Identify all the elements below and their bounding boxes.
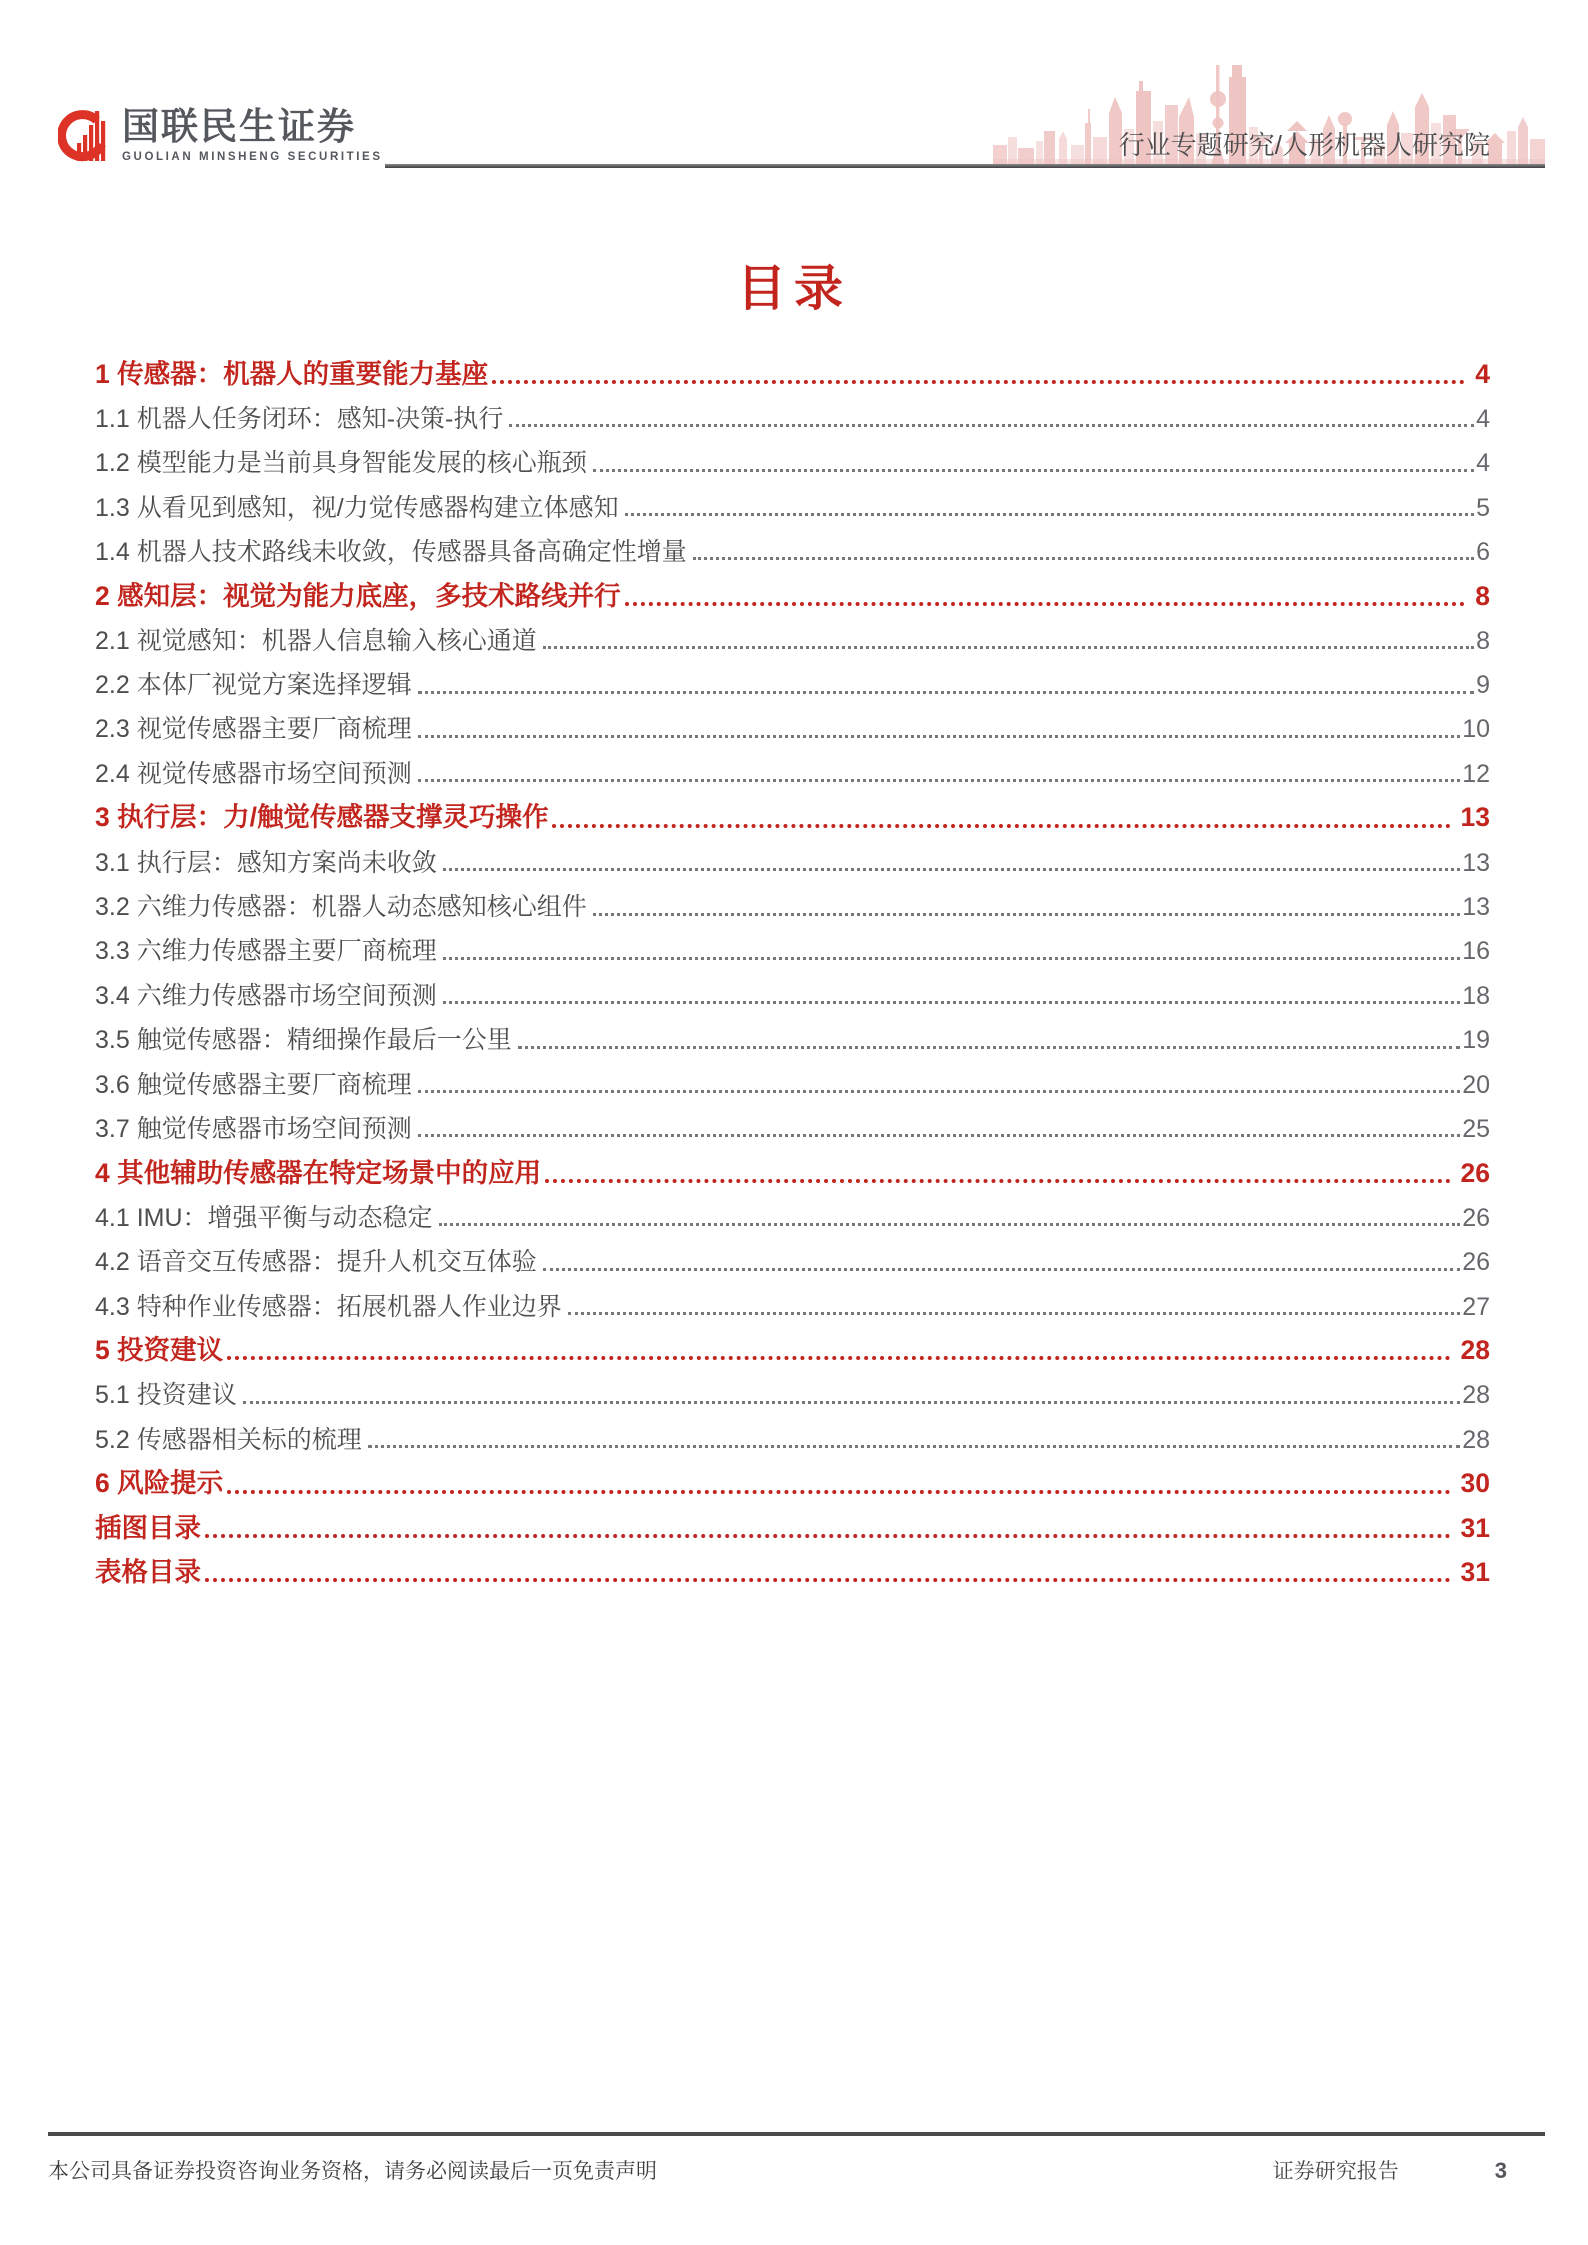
toc-entry-page: 4	[1475, 358, 1490, 389]
toc-entry-page: 26	[1460, 1157, 1490, 1188]
toc-entry-label: 5 投资建议	[95, 1335, 224, 1366]
toc-dot-leader	[443, 957, 1460, 960]
brand-logo	[58, 103, 383, 165]
toc-entry[interactable]	[95, 523, 1490, 567]
toc-entry-page: 19	[1462, 1026, 1490, 1055]
toc-dot-leader	[443, 868, 1460, 871]
footer-page-number: 3	[1494, 2158, 1507, 2183]
toc-dot-leader	[552, 824, 1450, 828]
toc-dot-leader	[492, 380, 1465, 384]
toc-entry[interactable]	[95, 1322, 1490, 1366]
page-header	[0, 0, 1588, 170]
toc-dot-leader	[625, 602, 1466, 606]
toc-entry-label: 6 风险提示	[95, 1468, 224, 1499]
toc-entry-page: 10	[1462, 715, 1490, 744]
toc-entry-label: 2.1 视觉感知：机器人信息输入核心通道	[95, 626, 537, 655]
toc-entry-label: 1 传感器：机器人的重要能力基座	[95, 358, 489, 389]
toc-entry-label: 5.2 传感器相关标的梳理	[95, 1425, 362, 1454]
toc-entry-label: 4.2 语音交互传感器：提升人机交互体验	[95, 1248, 537, 1277]
toc-entry-page: 12	[1462, 759, 1490, 788]
toc-entry[interactable]	[95, 1144, 1490, 1188]
report-category-label: 行业专题研究/人形机器人研究院	[1118, 130, 1490, 160]
toc-entry-page: 9	[1476, 671, 1490, 700]
toc-entry[interactable]	[95, 567, 1490, 611]
toc-dot-leader	[625, 513, 1474, 516]
page-footer	[48, 2132, 1545, 2245]
toc-dot-leader	[227, 1356, 1450, 1360]
toc-dot-leader	[418, 1134, 1460, 1137]
toc-entry[interactable]	[95, 1100, 1490, 1144]
toc-entry-page: 18	[1462, 981, 1490, 1010]
toc-entry-page: 31	[1460, 1512, 1490, 1543]
toc-entry-label: 3.2 六维力传感器：机器人动态感知核心组件	[95, 893, 587, 922]
toc-entry-label: 4.3 特种作业传感器：拓展机器人作业边界	[95, 1292, 562, 1321]
toc-entry[interactable]	[95, 745, 1490, 789]
toc-entry[interactable]	[95, 1455, 1490, 1499]
skyline-image	[993, 53, 1545, 166]
toc-entry[interactable]	[95, 656, 1490, 700]
toc-dot-leader	[543, 646, 1474, 649]
toc-entry-page: 27	[1462, 1292, 1490, 1321]
footer-right-group	[1273, 2155, 1545, 2185]
toc-dot-leader	[418, 1090, 1460, 1093]
brand-name-en: GUOLIAN MINSHENG SECURITIES	[122, 151, 383, 163]
toc-entry-page: 28	[1462, 1425, 1490, 1454]
toc-entry-page: 25	[1462, 1114, 1490, 1143]
toc-entry-label: 2.4 视觉传感器市场空间预测	[95, 759, 412, 788]
page-title: 目录	[736, 262, 851, 316]
toc-entry[interactable]	[95, 479, 1490, 523]
toc-entry-page: 26	[1462, 1203, 1490, 1232]
toc-entry[interactable]	[95, 1366, 1490, 1410]
toc-dot-leader	[518, 1046, 1460, 1049]
toc-entry[interactable]	[95, 789, 1490, 833]
toc-dot-leader	[205, 1534, 1451, 1538]
toc-dot-leader	[418, 779, 1460, 782]
toc-entry-label: 1.3 从看见到感知，视/力觉传感器构建立体感知	[95, 493, 619, 522]
toc-dot-leader	[418, 691, 1474, 694]
toc-entry-page: 31	[1460, 1557, 1490, 1588]
toc-entry-label: 3.4 六维力传感器市场空间预测	[95, 981, 437, 1010]
brand-name-cn: 国联民生证券	[122, 106, 356, 148]
toc-entry[interactable]	[95, 345, 1490, 389]
toc-entry[interactable]	[95, 1278, 1490, 1322]
toc-entry-label: 1.1 机器人任务闭环：感知-决策-执行	[95, 404, 504, 433]
toc-entry-label: 表格目录	[95, 1557, 201, 1588]
toc-entry-page: 28	[1462, 1381, 1490, 1410]
guolian-logo-icon	[58, 103, 110, 165]
toc-entry-page: 26	[1462, 1248, 1490, 1277]
toc-entry-page: 8	[1476, 626, 1490, 655]
toc-entry-label: 3.1 执行层：感知方案尚未收敛	[95, 848, 437, 877]
toc-entry[interactable]	[95, 1233, 1490, 1277]
toc-dot-leader	[243, 1401, 1460, 1404]
toc-entry[interactable]	[95, 878, 1490, 922]
toc-dot-leader	[439, 1223, 1461, 1226]
toc-entry-label: 插图目录	[95, 1512, 201, 1543]
toc-entry[interactable]	[95, 1189, 1490, 1233]
brand-text	[122, 107, 383, 165]
toc-entry-page: 4	[1476, 449, 1490, 478]
toc-entry-label: 2.2 本体厂视觉方案选择逻辑	[95, 671, 412, 700]
toc-entry[interactable]	[95, 1011, 1490, 1055]
toc-dot-leader	[593, 913, 1460, 916]
toc-entry[interactable]	[95, 923, 1490, 967]
toc-entry-page: 30	[1460, 1468, 1490, 1499]
toc-entry-label: 2 感知层：视觉为能力底座，多技术路线并行	[95, 580, 621, 611]
toc-entry-label: 5.1 投资建议	[95, 1381, 237, 1410]
toc-dot-leader	[593, 469, 1474, 472]
toc-entry-label: 1.2 模型能力是当前具身智能发展的核心瓶颈	[95, 449, 587, 478]
toc-entry-page: 13	[1462, 893, 1490, 922]
toc-entry-page: 20	[1462, 1070, 1490, 1099]
toc-dot-leader	[543, 1268, 1460, 1271]
toc-entry-label: 2.3 视觉传感器主要厂商梳理	[95, 715, 412, 744]
toc-entry-page: 5	[1476, 493, 1490, 522]
toc-entry-page: 8	[1475, 580, 1490, 611]
toc-entry-label: 3.6 触觉传感器主要厂商梳理	[95, 1070, 412, 1099]
toc-entry[interactable]	[95, 1411, 1490, 1455]
toc-entry-page: 4	[1476, 404, 1490, 433]
toc-entry[interactable]	[95, 390, 1490, 434]
toc-dot-leader	[693, 557, 1474, 560]
toc-entry[interactable]	[95, 1544, 1490, 1588]
toc-dot-leader	[418, 735, 1460, 738]
toc-entry[interactable]	[95, 612, 1490, 656]
toc-dot-leader	[443, 1001, 1460, 1004]
toc-entry[interactable]	[95, 434, 1490, 478]
toc-entry-label: 3.7 触觉传感器市场空间预测	[95, 1114, 412, 1143]
toc-dot-leader	[227, 1490, 1450, 1494]
toc-entry[interactable]	[95, 834, 1490, 878]
toc-dot-leader	[205, 1578, 1451, 1582]
header-divider	[385, 164, 1545, 168]
toc-entry[interactable]	[95, 701, 1490, 745]
toc-entry-label: 1.4 机器人技术路线未收敛，传感器具备高确定性增量	[95, 537, 687, 566]
toc-entry-page: 13	[1460, 802, 1490, 833]
toc-entry[interactable]	[95, 1056, 1490, 1100]
toc-entry-page: 16	[1462, 937, 1490, 966]
toc-dot-leader	[368, 1445, 1460, 1448]
toc-entry[interactable]	[95, 967, 1490, 1011]
toc-dot-leader	[545, 1179, 1450, 1183]
footer-report-type: 证券研究报告	[1272, 2160, 1399, 2183]
toc-entry-label: 3 执行层：力/触觉传感器支撑灵巧操作	[95, 802, 549, 833]
toc-entry[interactable]	[95, 1500, 1490, 1544]
toc-entry-label: 3.3 六维力传感器主要厂商梳理	[95, 937, 437, 966]
toc-entry-label: 3.5 触觉传感器：精细操作最后一公里	[95, 1026, 512, 1055]
toc-list	[95, 345, 1490, 1588]
footer-disclaimer: 本公司具备证券投资咨询业务资格，请务必阅读最后一页免责声明	[48, 2160, 657, 2183]
toc-entry-page: 13	[1462, 848, 1490, 877]
toc-entry-label: 4.1 IMU：增强平衡与动态稳定	[95, 1203, 433, 1232]
toc-dot-leader	[509, 424, 1474, 427]
toc-entry-label: 4 其他辅助传感器在特定场景中的应用	[95, 1157, 542, 1188]
toc-entry-page: 6	[1476, 537, 1490, 566]
toc-entry-page: 28	[1460, 1335, 1490, 1366]
toc-dot-leader	[568, 1312, 1460, 1315]
